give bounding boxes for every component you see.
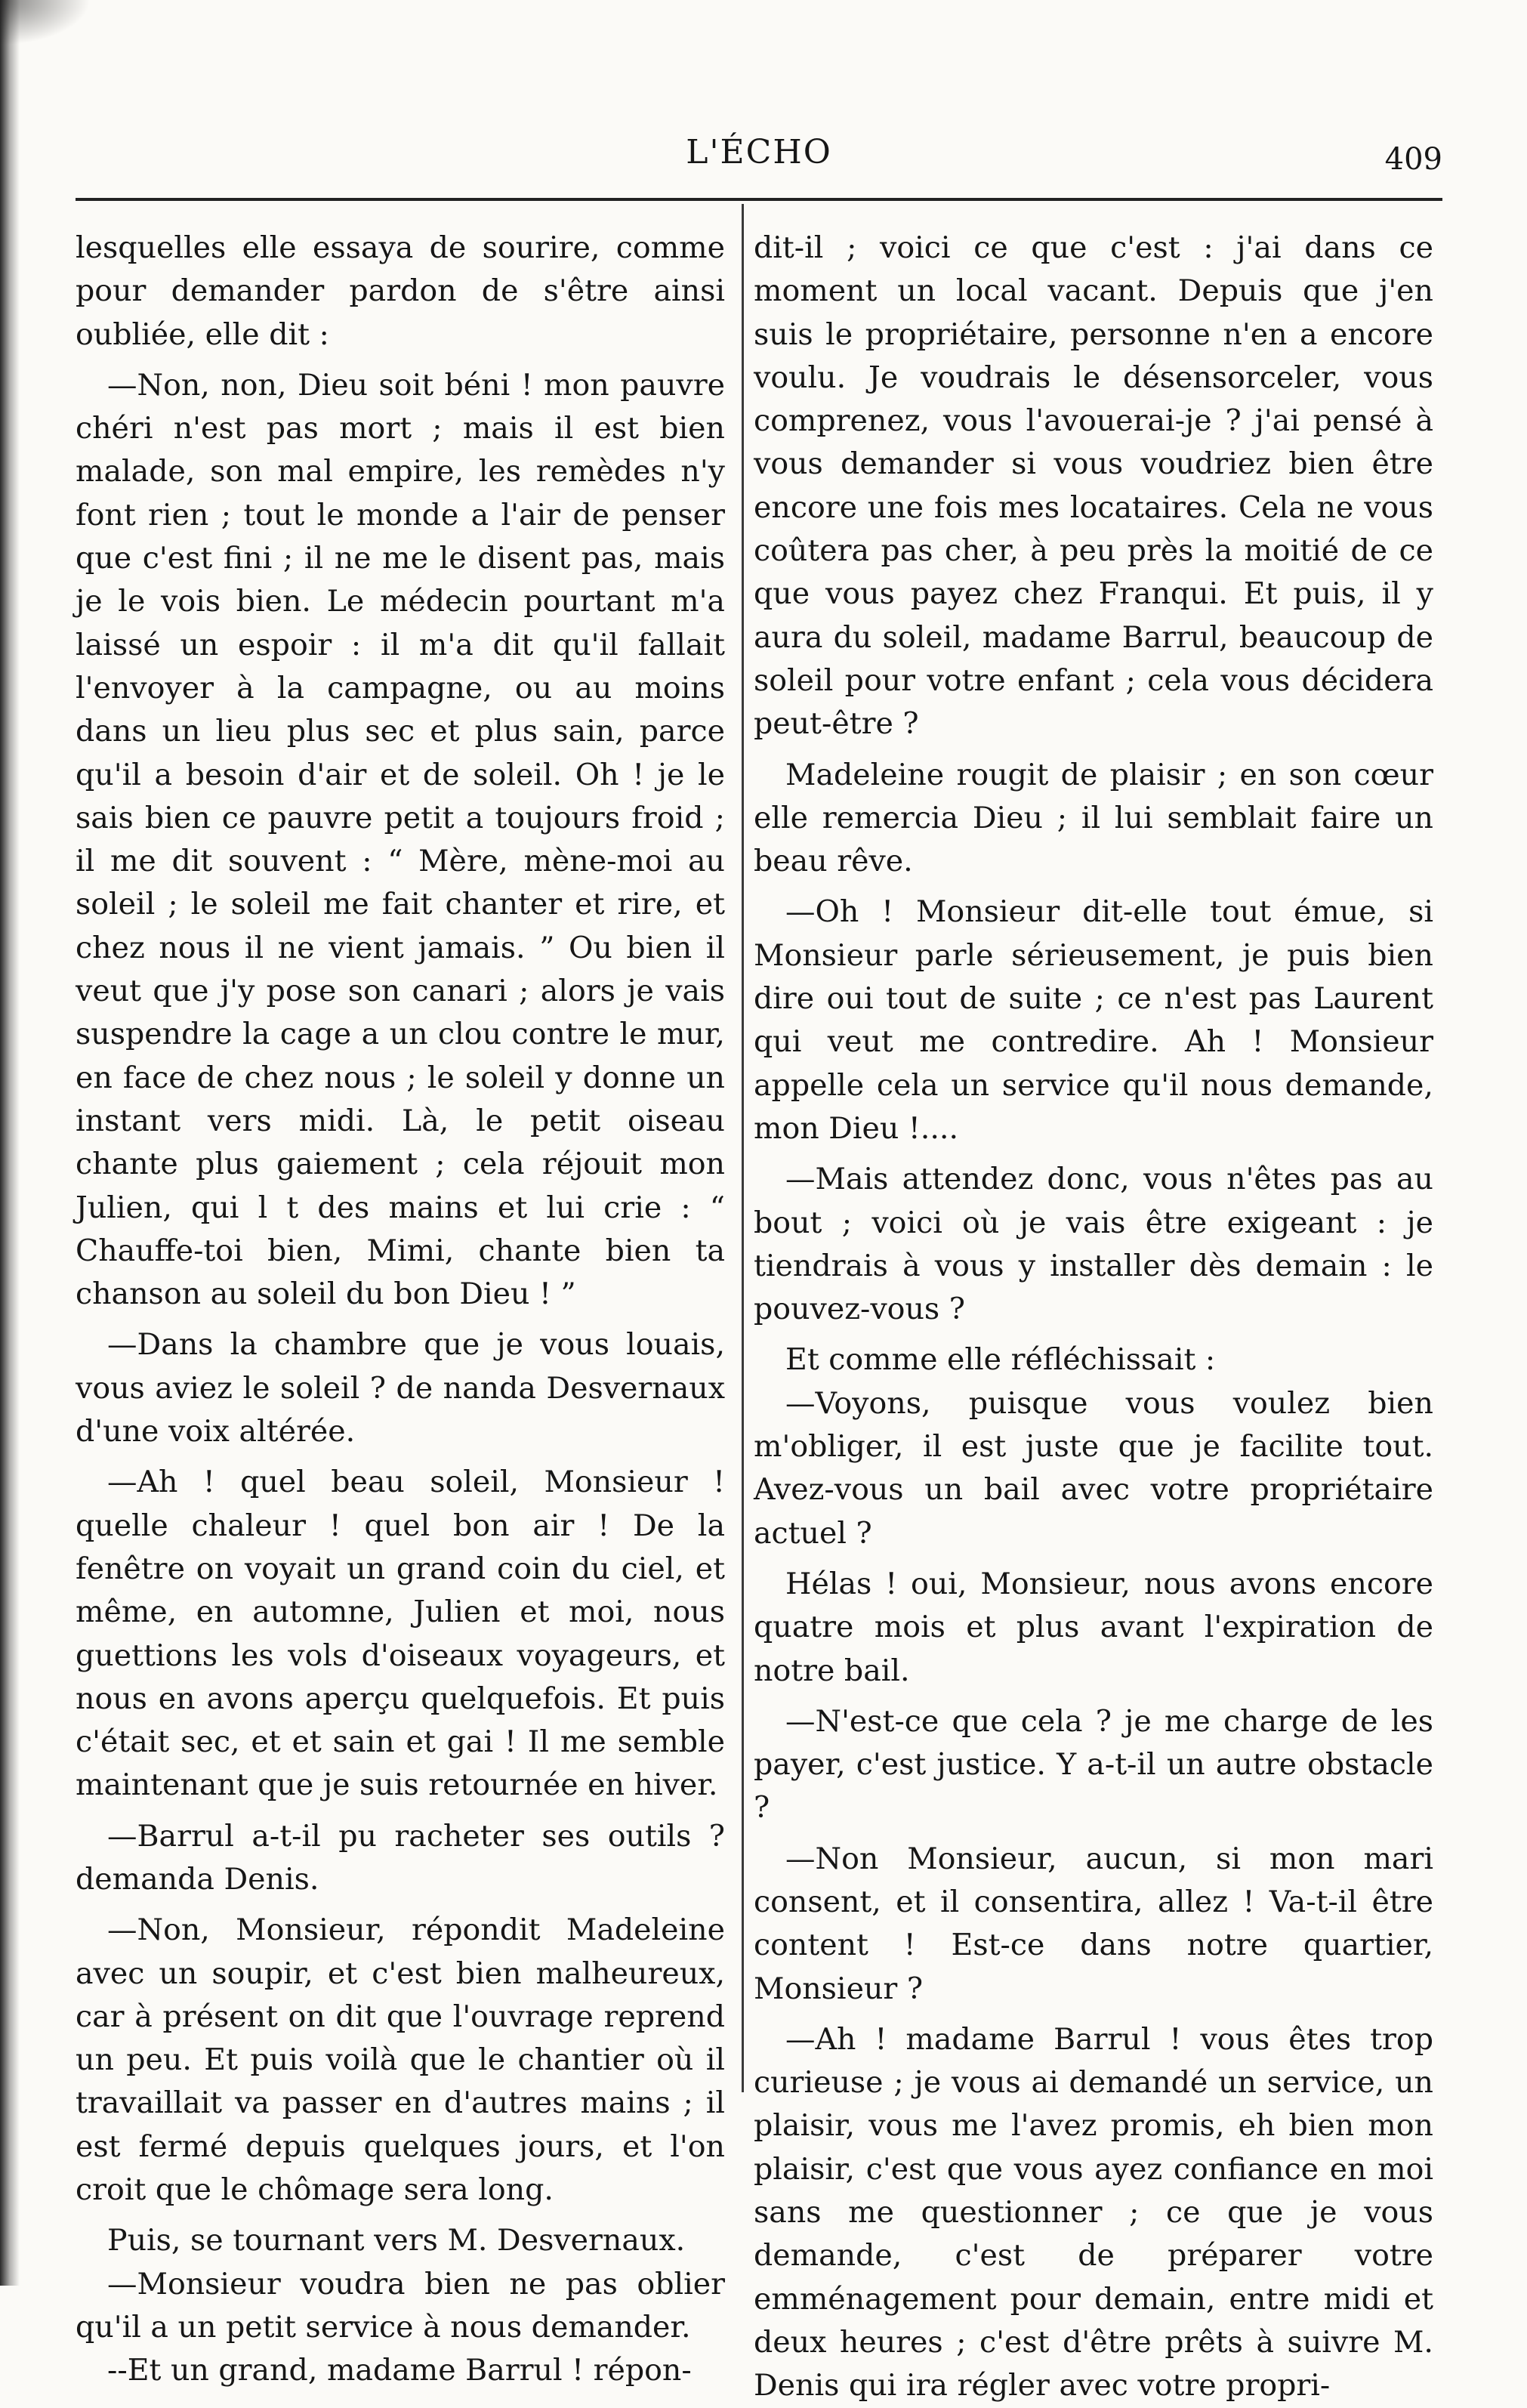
scan-bleed-through xyxy=(30,2098,1465,2129)
paragraph: lesquelles elle essaya de sourire, comme pour demander pardon de s'être ainsi oubliée, elle dit : xyxy=(76,230,725,352)
paragraph: Puis, se tournant vers M. Desvernaux. xyxy=(107,2223,686,2258)
paragraph: —Non, non, Dieu soit béni ! mon pauvre chéri n'est pas mort ; mais il est bien malade, son mal empire, les remèdes n'y font rien ; tout le monde a l'air de penser que c'est fini ; il ne me le disent pas, mais je le vois bien. Le médecin pourtant m'a laissé un espoir : il m'a dit qu'il fallait l'envoyer à la campagne, ou au moins dans un lieu plus sec et plus sain, parce qu'il a besoin d'air et de soleil. Oh ! je le sais bien ce pauvre petit a toujours froid ; il me dit souvent : “ Mère, mène-moi au soleil ; le soleil me fait chanter et rire, et chez nous il ne vient jamais. ” Ou bien il veut que j'y pose son canari ; alors je vais suspendre la cage a un clou contre le mur, en face de chez nous ; le soleil y donne un instant vers midi. Là, le petit oiseau chante plus gaiement ; cela réjouit mon Julien, qui l t des mains et lui crie : “ Chauffe-toi bien, Mimi, chante bien ta chanson au soleil du bon Dieu ! ” xyxy=(76,367,725,1312)
paragraph: —Mais attendez donc, vous n'êtes pas au bout ; voici où je vais être exigeant : je tiendrais à vous y installer dès demain : le pouvez-vous ? xyxy=(754,1162,1433,1327)
paragraph: —Voyons, puisque vous voulez bien m'obliger, il est juste que je facilite tout. Avez-vous un bail avec votre propriétaire actuel ? xyxy=(754,1385,1433,1551)
scan-shadow-corner xyxy=(0,0,91,45)
header-rule xyxy=(76,198,1442,201)
running-head xyxy=(76,127,1442,187)
paragraph: --Et un grand, madame Barrul ! répon- xyxy=(107,2353,692,2388)
paragraph: —Ah ! quel beau soleil, Monsieur ! quelle chaleur ! quel bon air ! De la fenêtre on voyait un grand coin du ciel, et même, en automne, Julien et moi, nous guettions les vols d'oiseaux voyageurs, et nous en avons aperçu quelquefois. Et puis c'était sec, et et sain et gai ! Il me semble maintenant que je suis retournée en hiver. xyxy=(76,1465,725,1803)
paragraph: —N'est-ce que cela ? je me charge de les payer, c'est justice. Y a-t-il un autre obstacle ? xyxy=(754,1703,1433,1826)
column-divider xyxy=(742,204,744,2092)
paragraph: —Ah ! madame Barrul ! vous êtes trop curieuse ; je vous ai demandé un service, un plaisir, vous me l'avez promis, eh bien mon plaisir, c'est que vous ayez confiance en moi sans me questionner ; ce que je vous demande, c'est de préparer votre emménagement pour demain, entre midi et deux heures ; c'est d'être prêts à suivre M. Denis qui ira régler avec votre propri- xyxy=(754,2021,1433,2403)
paragraph: Et comme elle réfléchissait : xyxy=(785,1342,1216,1378)
paragraph: dit-il ; voici ce que c'est : j'ai dans ce moment un local vacant. Depuis que j'en suis le propriétaire, personne n'en a encore voulu. Je voudrais le désensorceler, vous comprenez, vous l'avouerai-je ? j'ai pensé à vous demander si vous voudriez bien être encore une fois mes locataires. Cela ne vous coûtera pas cher, à peu près la moitié de ce que vous payez chez Franqui. Et puis, il y aura du soleil, madame Barrul, beaucoup de soleil pour votre enfant ; cela vous décidera peut-être ? xyxy=(754,230,1433,742)
scan-shadow-edge xyxy=(0,0,20,2286)
paragraph: —Non Monsieur, aucun, si mon mari consent, et il consentira, allez ! Va-t-il être content ! Est-ce dans notre quartier, Monsieur ? xyxy=(754,1841,1433,2006)
right-column xyxy=(754,227,1433,2408)
paragraph: Hélas ! oui, Monsieur, nous avons encore quatre mois et plus avant l'expiration de notre bail. xyxy=(754,1566,1433,1688)
paragraph: —Monsieur voudra bien ne pas oblier qu'il a un petit service à nous demander. xyxy=(76,2266,725,2345)
paragraph: —Non, Monsieur, répondit Madeleine avec un soupir, et c'est bien malheureux, car à présent on dit que l'ouvrage reprend un peu. Et puis voilà que le chantier où il travaillait va passer en d'autres mains ; il est fermé depuis quelques jours, et l'on croit que le chômage sera long. xyxy=(76,1913,725,2208)
paragraph: —Dans la chambre que je vous louais, vous aviez le soleil ? de nanda Desvernaux d'une voix altérée. xyxy=(76,1327,725,1449)
running-title: L'ÉCHO xyxy=(686,133,832,171)
paragraph: Madeleine rougit de plaisir ; en son cœur elle remercia Dieu ; il lui semblait faire un beau rêve. xyxy=(754,757,1433,879)
paragraph: —Barrul a-t-il pu racheter ses outils ? demanda Denis. xyxy=(76,1818,725,1897)
page-number: 409 xyxy=(1384,142,1442,177)
paragraph: —Oh ! Monsieur dit-elle tout émue, si Monsieur parle sérieusement, je puis bien dire oui tout de suite ; ce n'est pas Laurent qui veut me contredire. Ah ! Monsieur appelle cela un service qu'il nous demande, mon Dieu !.... xyxy=(754,894,1433,1146)
left-column xyxy=(76,227,725,2393)
